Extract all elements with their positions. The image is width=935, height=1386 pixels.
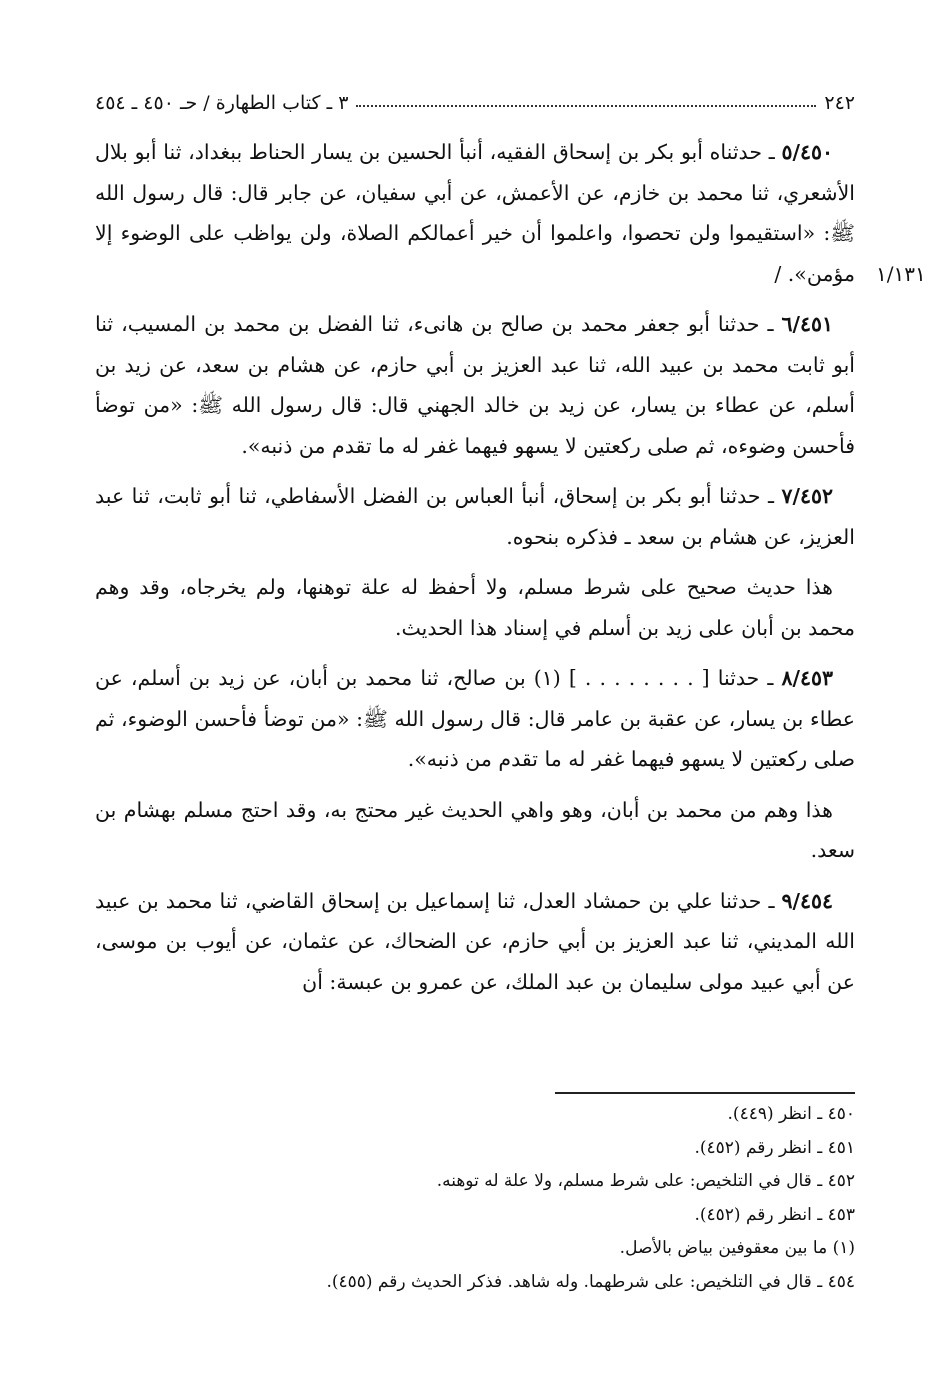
footnote: (١) ما بين معقوفين بياض بالأصل. [619,1238,855,1258]
commentary-paragraph [95,790,855,871]
hadith-text: ـ حدثناه أبو بكر بن إسحاق الفقيه، أنبأ الحسين بن يسار الحناط ببغداد، ثنا أبو بلال الأشعري، ثنا محمد بن خازم، عن الأعمش، عن أبي سفيان، عن جابر قال: قال رسول الله ﷺ: «استقيموا ولن تحصوا، واعلموا أن خير أعمالكم الصلاة، ولن يواظب على الوضوء إلا مؤمن». / [95,140,855,286]
page-header [95,78,855,114]
hadith-number: ٧/٤٥٢ [781,484,833,508]
hadith-paragraph [95,476,855,557]
hadith-paragraph [95,881,855,1003]
commentary-paragraph [95,567,855,648]
margin-reference: ١/١٣١ [876,262,926,286]
running-title: ٣ ـ كتاب الطهارة / حـ ٤٥٠ ـ ٤٥٤ [95,92,349,114]
hadith-number: ٦/٤٥١ [781,312,833,336]
footnote: ٤٥٠ ـ انظر (٤٤٩). [727,1104,855,1124]
commentary-text: هذا حديث صحيح على شرط مسلم، ولا أحفظ له علة توهنها، ولم يخرجاه، وقد وهم محمد بن أبان على زيد بن أسلم في إسناد هذا الحديث. [95,575,855,640]
footnote: ٤٥١ ـ انظر رقم (٤٥٢). [694,1137,855,1158]
footnotes [95,1098,855,1299]
hadith-paragraph [95,304,855,466]
hadith-text: ـ حدثنا أبو جعفر محمد بن صالح بن هانىء، ثنا الفضل بن محمد بن المسيب، ثنا أبو ثابت محمد بن عبيد الله، ثنا عبد العزيز بن أبي حازم، عن هشام بن سعد، عن زيد بن أسلم، عن عطاء بن يسار، عن زيد بن خالد الجهني قال: قال رسول الله ﷺ: «من توضأ فأحسن وضوءه، ثم صلى ركعتين لا يسهو فيهما غفر له ما تقدم من ذنبه». [95,312,855,458]
hadith-number: ٥/٤٥٠ [781,140,833,164]
hadith-text: ـ حدثنا علي بن حمشاد العدل، ثنا إسماعيل بن إسحاق القاضي، ثنا محمد بن عبيد الله المديني، ثنا عبد العزيز بن أبي حازم، عن الضحاك، عن عثمان، عن أيوب بن موسى، عن أبي عبيد مولى سليمان بن عبد الملك، عن عمرو بن عبسة: أن [95,888,855,994]
footnote: ٤٥٢ ـ قال في التلخيص: على شرط مسلم، ولا علة له توهنه. [436,1171,855,1191]
hadith-text: ـ حدثنا أبو بكر بن إسحاق، أنبأ العباس بن الفضل الأسفاطي، ثنا أبو ثابت، ثنا عبد العزيز، عن هشام بن سعد ـ فذكره بنحوه. [95,484,855,549]
commentary-text: هذا وهم من محمد بن أبان، وهو واهي الحديث غير محتج به، وقد احتج مسلم بهشام بن سعد. [95,797,855,862]
footnote: ٤٥٤ ـ قال في التلخيص: على شرطهما. وله شاهد. فذكر الحديث رقم (٤٥٥). [326,1271,855,1292]
footnote-separator [555,1092,855,1094]
page-number: ٢٤٢ [824,92,855,114]
hadith-number: ٨/٤٥٣ [781,666,833,690]
hadith-text: ـ حدثنا [ . . . . . . . . ] (١) بن صالح، ثنا محمد بن أبان، عن زيد بن أسلم، عن عطاء بن يسار، عن عقبة بن عامر قال: قال رسول الله ﷺ: «من توضأ فأحسن الوضوء، ثم صلى ركعتين لا يسهو فيهما غفر له ما تقدم من ذنبه». [95,666,855,771]
footnote: ٤٥٣ ـ انظر رقم (٤٥٢). [694,1204,855,1225]
hadith-number: ٩/٤٥٤ [781,888,833,913]
hadith-paragraph [95,132,855,294]
main-text [95,132,855,1012]
hadith-paragraph [95,658,855,780]
header-dotted-leader [356,105,816,107]
